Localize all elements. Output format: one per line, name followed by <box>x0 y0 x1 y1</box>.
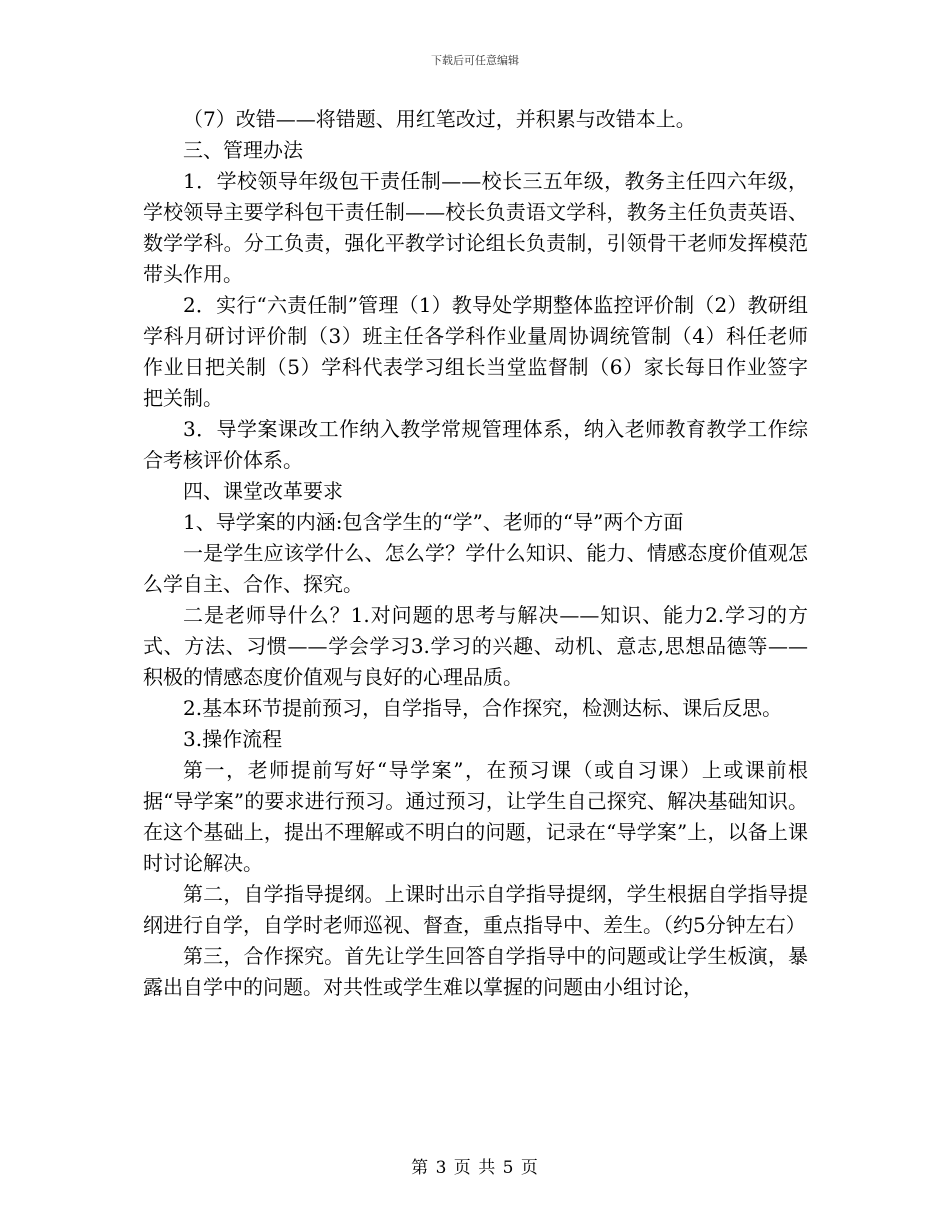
document-body <box>143 104 808 1003</box>
paragraph: （7）改错——将错题、用红笔改过，并积累与改错本上。 <box>183 107 696 131</box>
paragraph: 3．导学案课改工作纳入教学常规管理体系，纳入老师教育教学工作综合考核评价体系。 <box>143 417 808 472</box>
paragraph: 2.基本环节提前预习，自学指导，合作探究，检测达标、课后反思。 <box>183 696 783 720</box>
paragraph: 2．实行“六责任制”管理（1）教导处学期整体监控评价制（2）教研组学科月研讨评价制（3）班主任各学科作业量周协调统管制（4）科任老师作业日把关制（5）学科代表学习组长当堂监督制（6）家长每日作业签字把关制。 <box>143 293 808 410</box>
section-heading: 四、课堂改革要求 <box>183 479 343 503</box>
paragraph: 第一，老师提前写好“导学案”，在预习课（或自习课）上或课前根据“导学案”的要求进行预习。通过预习，让学生自己探究、解决基础知识。在这个基础上，提出不理解或不明白的问题，记录在“导学案”上，以备上课时讨论解决。 <box>143 758 808 875</box>
paragraph: 二是老师导什么？1.对问题的思考与解决——知识、能力2.学习的方式、方法、习惯——学会学习3.学习的兴趣、动机、意志,思想品德等——积极的情感态度价值观与良好的心理品质。 <box>143 603 808 689</box>
paragraph: 1．学校领导年级包干责任制——校长三五年级，教务主任四六年级，学校领导主要学科包干责任制——校长负责语文学科，教务主任负责英语、数学学科。分工负责，强化平教学讨论组长负责制，引领骨干老师发挥模范带头作用。 <box>143 169 808 286</box>
section-heading: 三、管理办法 <box>183 138 303 162</box>
paragraph: 1、导学案的内涵:包含学生的“学”、老师的“导”两个方面 <box>183 510 684 534</box>
paragraph: 第三，合作探究。首先让学生回答自学指导中的问题或让学生板演，暴露出自学中的问题。对共性或学生难以掌握的问题由小组讨论， <box>143 944 808 999</box>
paragraph: 一是学生应该学什么、怎么学？学什么知识、能力、情感态度价值观怎么学自主、合作、探究。 <box>143 541 808 596</box>
page-header: 下载后可任意编辑 <box>431 54 519 67</box>
page-footer: 第 3 页 共 5 页 <box>411 1158 539 1178</box>
paragraph: 第二，自学指导提纲。上课时出示自学指导提纲，学生根据自学指导提纲进行自学，自学时老师巡视、督查，重点指导中、差生。（约5分钟左右） <box>143 882 808 937</box>
subsection-heading: 3.操作流程 <box>183 727 283 751</box>
